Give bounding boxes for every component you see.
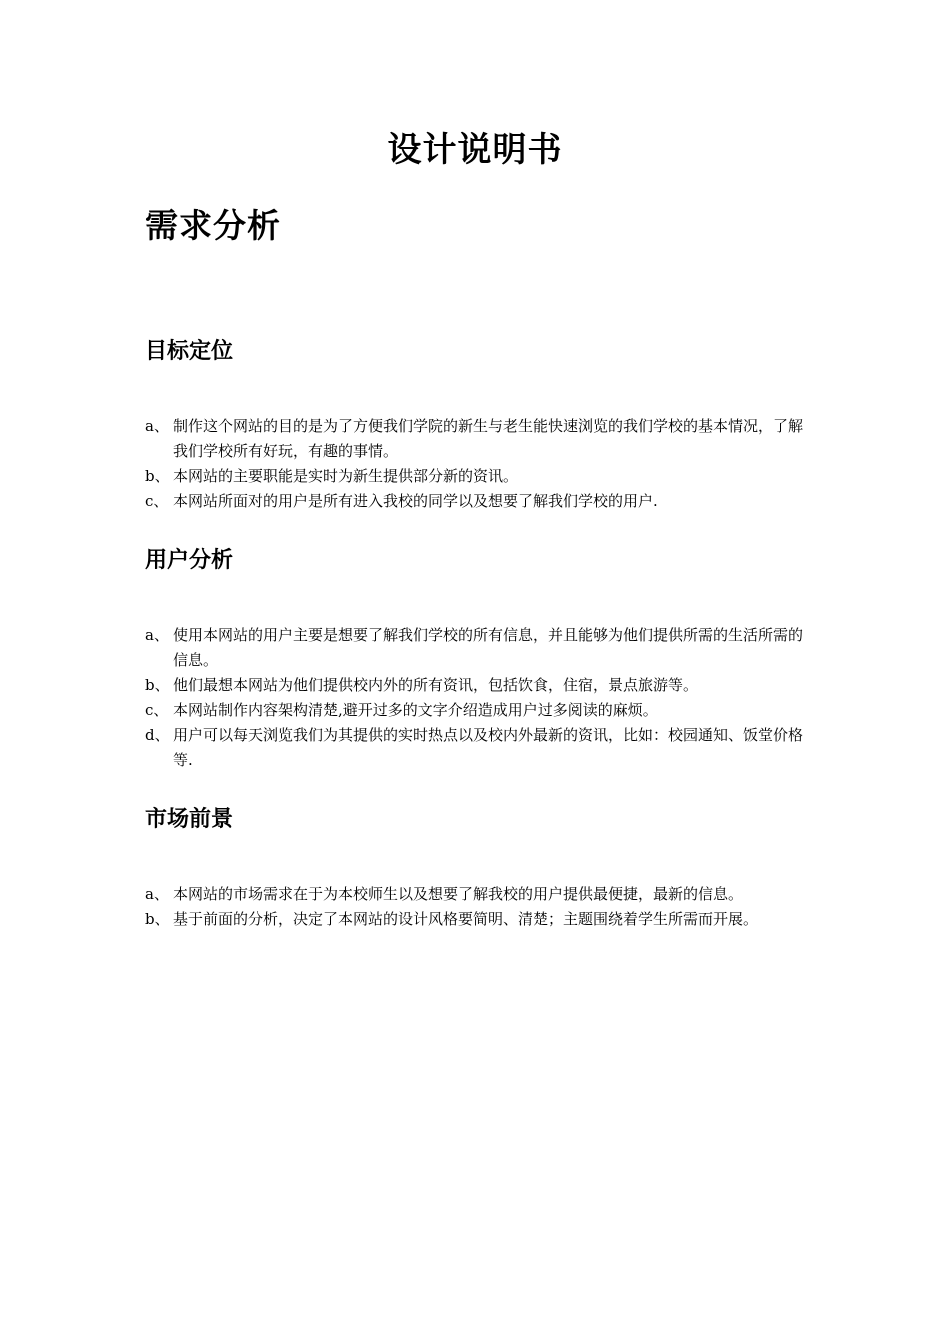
list-item-text: 本网站的市场需求在于为本校师生以及想要了解我校的用户提供最便捷，最新的信息。 <box>173 885 744 903</box>
document-title: 设计说明书 <box>387 130 563 170</box>
list-marker: c、 <box>145 492 169 510</box>
list-item-text: 用户可以每天浏览我们为其提供的实时热点以及校内外最新的资讯，比如：校园通知、饭堂价格等. <box>173 726 804 769</box>
list-item <box>145 489 817 514</box>
list-item <box>145 673 817 698</box>
list-item <box>145 723 817 773</box>
list-marker: d、 <box>145 726 170 744</box>
list-marker: a、 <box>145 626 169 644</box>
list-marker: c、 <box>145 701 169 719</box>
list-item <box>145 414 817 464</box>
list-marker: b、 <box>145 910 170 928</box>
list-item-text: 基于前面的分析，决定了本网站的设计风格要简明、清楚；主题围绕着学生所需而开展。 <box>173 910 759 928</box>
section-heading-target: 目标定位 <box>145 339 234 364</box>
section-list-target <box>145 414 817 514</box>
list-item-text: 制作这个网站的目的是为了方便我们学院的新生与老生能快速浏览的我们学校的基本情况，了解我们学校所有好玩，有趣的事情。 <box>173 417 804 460</box>
section-list-user <box>145 623 817 773</box>
list-marker: a、 <box>145 885 169 903</box>
list-item-text: 使用本网站的用户主要是想要了解我们学校的所有信息，并且能够为他们提供所需的生活所需的信息。 <box>173 626 804 669</box>
list-item <box>145 464 817 489</box>
section-list-market <box>145 882 817 932</box>
list-marker: a、 <box>145 417 169 435</box>
chapter-heading: 需求分析 <box>145 206 281 245</box>
list-item-text: 本网站的主要职能是实时为新生提供部分新的资讯。 <box>173 467 519 485</box>
list-item-text: 他们最想本网站为他们提供校内外的所有资讯，包括饮食，住宿，景点旅游等。 <box>173 676 699 694</box>
list-item-text: 本网站所面对的用户是所有进入我校的同学以及想要了解我们学校的用户. <box>173 492 658 510</box>
list-item <box>145 882 817 907</box>
list-item <box>145 623 817 673</box>
list-marker: b、 <box>145 467 170 485</box>
list-item-text: 本网站制作内容架构清楚,避开过多的文字介绍造成用户过多阅读的麻烦。 <box>173 701 658 719</box>
section-heading-user: 用户分析 <box>145 548 234 573</box>
list-marker: b、 <box>145 676 170 694</box>
list-item <box>145 907 817 932</box>
list-item <box>145 698 817 723</box>
section-heading-market: 市场前景 <box>145 807 234 832</box>
